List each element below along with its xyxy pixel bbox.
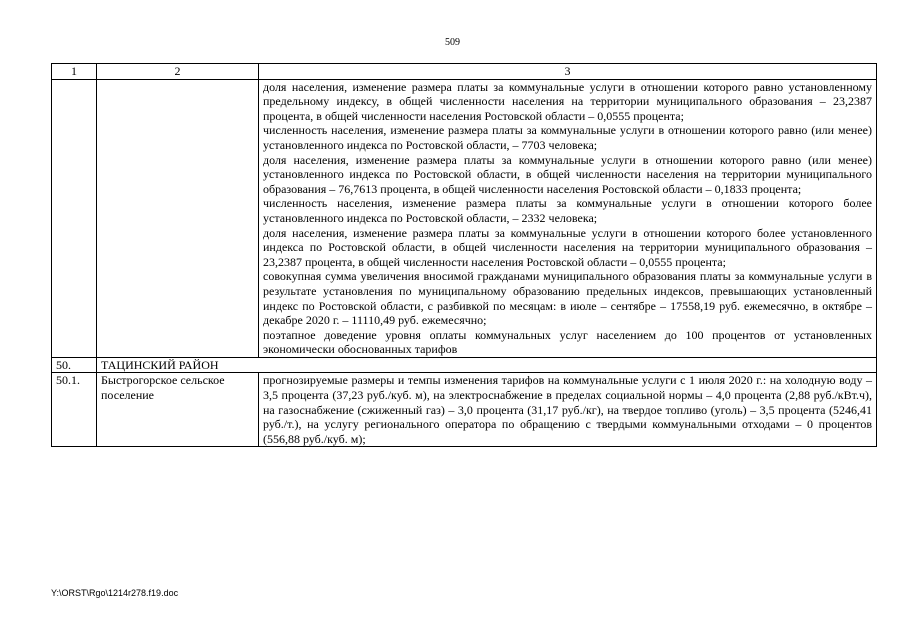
paragraph: численность населения, изменение размера платы за коммунальные услуги в отношении которого более установленного индекса по Ростовской области, – 2332 человека; — [263, 196, 872, 225]
paragraph: совокупная сумма увеличения вносимой гражданами муниципального образования платы за коммунальные услуги в результате установления по муниципальному образованию предельных индексов, превышающих установленный индекс по Ростовской области, с разбивкой по месяцам: в июле – сентябре – 17558,19 руб. ежемесячно, в октябре – декабре 2020 г. – 11110,49 руб. ежемесячно; — [263, 269, 872, 328]
header-col-2: 2 — [97, 64, 259, 80]
page-number: 509 — [445, 37, 460, 48]
paragraph: доля населения, изменение размера платы за коммунальные услуги в отношении которого равно установленному предельному индексу, в общей численности населения на территории муниципального образования – 23,2387 процента, в общей численности населения Ростовской области – 0,0555 процента; — [263, 79, 872, 123]
paragraph: численность населения, изменение размера платы за коммунальные услуги в отношении которого равно (или менее) установленного индекса по Ростовской области, – 7703 человека; — [263, 123, 872, 152]
continued-row — [52, 79, 877, 357]
entry-number: 50.1. — [52, 373, 97, 447]
paragraph: доля населения, изменение размера платы за коммунальные услуги в отношении которого равно (или менее) установленного индекса по Ростовской области, в общей численности населения на территории муниципального образования – 76,7613 процента, в общей численности населения Ростовской области – 0,1833 процента; — [263, 152, 872, 196]
section-row — [52, 357, 877, 373]
continued-row-number — [52, 79, 97, 357]
section-number: 50. — [52, 357, 97, 373]
continued-row-name — [97, 79, 259, 357]
continued-row-text — [259, 79, 877, 357]
footer-file-path: Y:\ORST\Rgo\1214r278.f19.doc — [51, 588, 179, 598]
document-table — [51, 63, 877, 447]
entry-row — [52, 373, 877, 447]
table-header-row — [52, 64, 877, 80]
paragraph: доля населения, изменение размера платы за коммунальные услуги в отношении которого более установленного индекса по Ростовской области, в общей численности населения на территории муниципального образования – 23,2387 процента, в общей численности населения Ростовской области – 0,0555 процента; — [263, 225, 872, 269]
section-title: ТАЦИНСКИЙ РАЙОН — [97, 357, 877, 373]
entry-name: Быстрогорское сельское поселение — [97, 373, 259, 447]
header-col-1: 1 — [52, 64, 97, 80]
entry-text: прогнозируемые размеры и темпы изменения тарифов на коммунальные услуги с 1 июля 2020 г.: на холодную воду – 3,5 процента (37,23 руб./куб. м), на электроснабжение в пределах социальной нормы – 4,0 процента (2,88 руб./кВт.ч), на газоснабжение (сжиженный газ) – 3,0 процента (31,17 руб./кг), на твердое топливо (уголь) – 3,5 процента (5246,41 руб./т.), на услугу регионального оператора по обращению с твердыми коммунальными отходами – 0 процентов (556,88 руб./куб. м); — [259, 373, 877, 447]
paragraph: поэтапное доведение уровня оплаты коммунальных услуг населением до 100 процентов от установленных экономически обоснованных тарифов — [263, 327, 872, 357]
header-col-3: 3 — [259, 64, 877, 80]
